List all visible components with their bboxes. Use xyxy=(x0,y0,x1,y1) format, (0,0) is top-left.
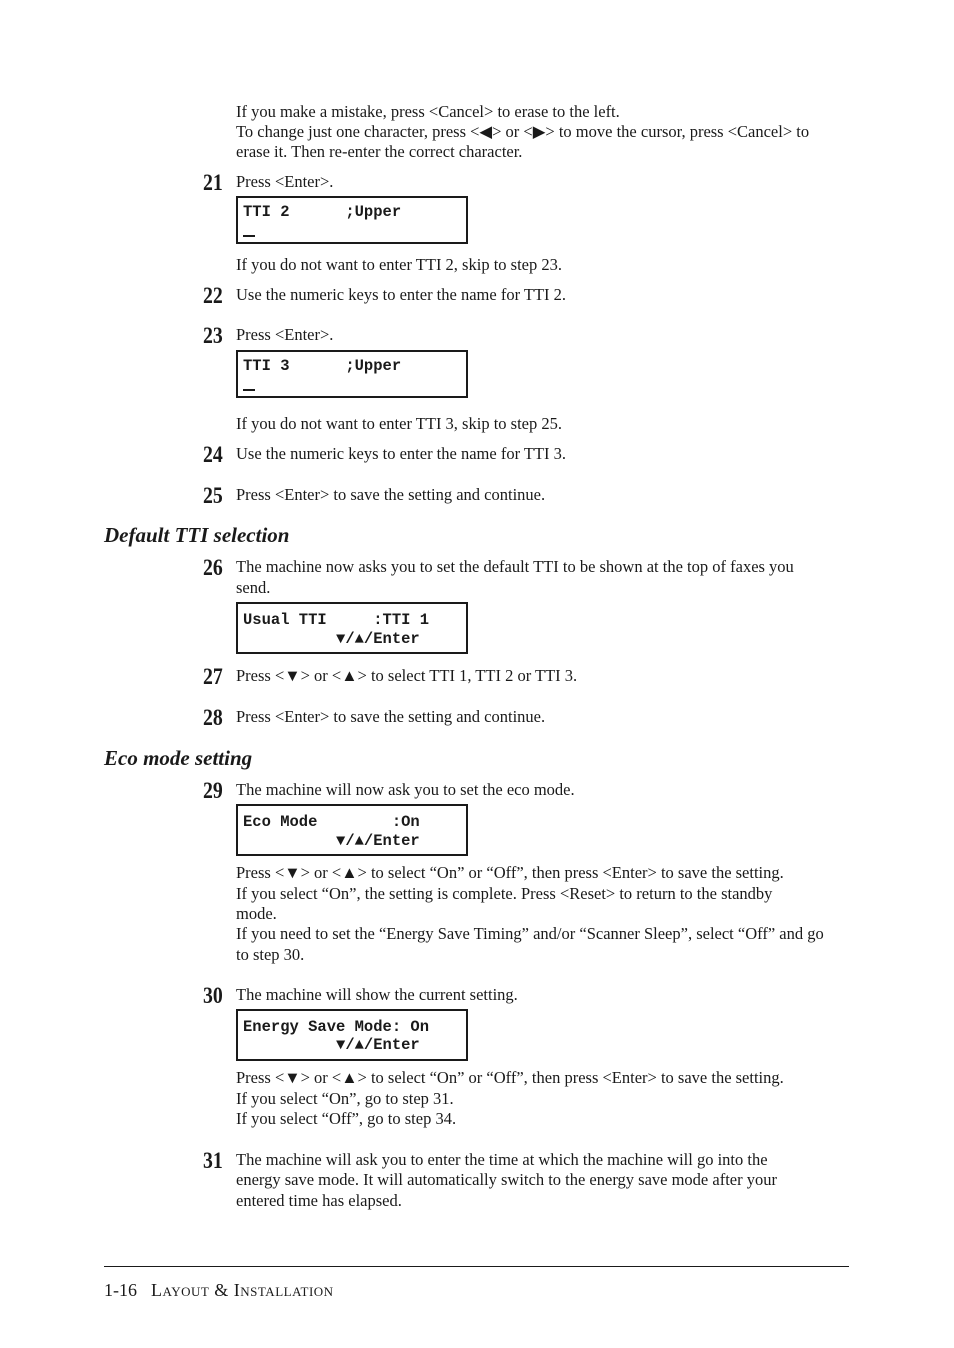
step-30-note-1: Press <▼> or <▲> to select “On” or “Off”, then press <Enter> to save the setting. xyxy=(236,1068,784,1087)
step-number-22: 22 xyxy=(203,283,223,308)
step-22-text: Use the numeric keys to enter the name for TTI 2. xyxy=(236,285,567,304)
step-23-text: Press <Enter>. xyxy=(236,325,334,344)
lcd-line-1: Eco Mode :On xyxy=(243,813,420,831)
step-number-24: 24 xyxy=(203,442,223,467)
step-27-text: Press <▼> or <▲> to select TTI 1, TTI 2 or TTI 3. xyxy=(236,666,578,685)
lcd-display-tti2 xyxy=(236,196,468,244)
intro-line-2: To change just one character, press <◀> or <▶> to move the cursor, press <Cancel> to xyxy=(236,122,810,141)
step-23-note: If you do not want to enter TTI 3, skip to step 25. xyxy=(236,414,562,433)
lcd-line-1: TTI 3 ;Upper xyxy=(243,357,402,375)
step-29-note-3: mode. xyxy=(236,904,277,923)
step-26-line-2: send. xyxy=(236,578,271,597)
step-number-31: 31 xyxy=(203,1148,223,1173)
intro-line-1: If you make a mistake, press <Cancel> to erase to the left. xyxy=(236,102,620,121)
lcd-cursor xyxy=(243,235,255,237)
step-21-text: Press <Enter>. xyxy=(236,172,334,191)
step-30-text: The machine will show the current setting. xyxy=(236,985,518,1004)
intro-line-3: erase it. Then re-enter the correct character. xyxy=(236,142,523,161)
step-30-note-2: If you select “On”, go to step 31. xyxy=(236,1089,454,1108)
step-25-text: Press <Enter> to save the setting and continue. xyxy=(236,485,546,504)
page-number: 1-16 xyxy=(104,1280,137,1300)
step-29-note-1: Press <▼> or <▲> to select “On” or “Off”, then press <Enter> to save the setting. xyxy=(236,863,784,882)
lcd-line-1: Usual TTI :TTI 1 xyxy=(243,611,430,629)
step-31-line-3: entered time has elapsed. xyxy=(236,1191,402,1210)
step-number-21: 21 xyxy=(203,170,223,195)
step-number-27: 27 xyxy=(203,664,223,689)
step-31-line-1: The machine will ask you to enter the time at which the machine will go into the xyxy=(236,1150,768,1169)
step-28-text: Press <Enter> to save the setting and continue. xyxy=(236,707,546,726)
step-29-note-2: If you select “On”, the setting is complete. Press <Reset> to return to the standby xyxy=(236,884,773,903)
lcd-line-1: Energy Save Mode: On xyxy=(243,1018,430,1036)
page-footer xyxy=(104,1279,334,1301)
lcd-display-usual-tti xyxy=(236,602,468,654)
step-number-29: 29 xyxy=(203,778,223,803)
step-30-note-3: If you select “Off”, go to step 34. xyxy=(236,1109,457,1128)
lcd-line-2: ▼/▲/Enter xyxy=(243,1036,420,1054)
step-29-note-4: If you need to set the “Energy Save Timing” and/or “Scanner Sleep”, select “Off” and go xyxy=(236,924,824,943)
section-heading-default-tti: Default TTI selection xyxy=(104,523,290,547)
step-31-line-2: energy save mode. It will automatically switch to the energy save mode after your xyxy=(236,1170,777,1189)
step-21-note: If you do not want to enter TTI 2, skip to step 23. xyxy=(236,255,562,274)
lcd-line-2: ▼/▲/Enter xyxy=(243,630,420,648)
lcd-cursor xyxy=(243,389,255,391)
lcd-display-eco-mode xyxy=(236,804,468,856)
lcd-display-energy-save xyxy=(236,1009,468,1061)
lcd-line-2: ▼/▲/Enter xyxy=(243,832,420,850)
section-heading-eco-mode: Eco mode setting xyxy=(104,746,253,770)
step-number-30: 30 xyxy=(203,983,223,1008)
step-number-25: 25 xyxy=(203,483,223,508)
section-title: Layout & Installation xyxy=(151,1280,334,1300)
step-number-26: 26 xyxy=(203,555,223,580)
step-24-text: Use the numeric keys to enter the name for TTI 3. xyxy=(236,444,567,463)
lcd-line-1: TTI 2 ;Upper xyxy=(243,203,402,221)
step-29-note-5: to step 30. xyxy=(236,945,305,964)
lcd-display-tti3 xyxy=(236,350,468,398)
step-26-line-1: The machine now asks you to set the default TTI to be shown at the top of faxes you xyxy=(236,557,794,576)
step-number-23: 23 xyxy=(203,323,223,348)
step-number-28: 28 xyxy=(203,705,223,730)
step-29-text: The machine will now ask you to set the eco mode. xyxy=(236,780,575,799)
footer-rule xyxy=(104,1266,849,1267)
